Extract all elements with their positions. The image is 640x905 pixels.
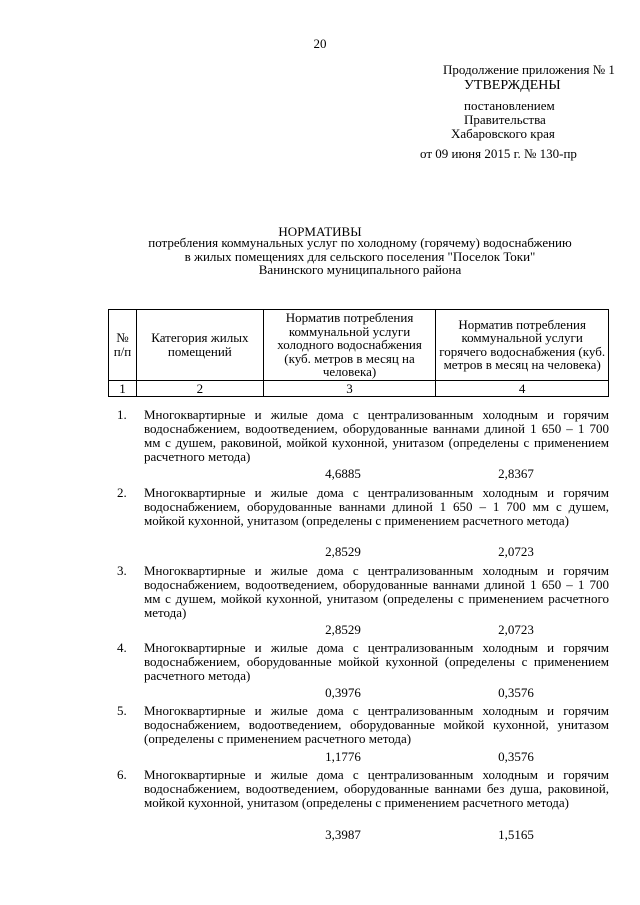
hot-value: 2,8367 bbox=[498, 466, 534, 481]
approval-date-line: от 09 июня 2015 г. № 130-пр bbox=[420, 146, 577, 161]
cold-value: 3,3987 bbox=[325, 827, 361, 842]
subtitle-line: Ванинского муниципального района bbox=[258, 262, 462, 277]
item-text: Многоквартирные и жилые дома с централизованным холодным и горячим водоснабжением, водоотведением, оборудованные ваннами длиной 1 650 – 1 700 мм с душем, мойкой кухонной, унитазом (определены с применением расчетного метода) bbox=[144, 563, 609, 620]
index-cell: 1 bbox=[109, 380, 137, 397]
cold-value: 4,6885 bbox=[325, 466, 361, 481]
item-number: 1. bbox=[117, 407, 127, 422]
cold-value: 2,8529 bbox=[325, 544, 361, 559]
list-item bbox=[117, 704, 609, 746]
list-item bbox=[117, 564, 609, 620]
list-item bbox=[117, 768, 609, 810]
document-title: НОРМАТИВЫ bbox=[278, 224, 362, 239]
cold-value: 2,8529 bbox=[325, 622, 361, 637]
norms-table bbox=[108, 309, 609, 397]
item-text: Многоквартирные и жилые дома с централизованным холодным и горячим водоснабжением, водоотведением, оборудованные мойкой кухонной, унитазом (определены с применением расчетного метода) bbox=[144, 703, 609, 746]
page-number: 20 bbox=[313, 36, 327, 51]
index-cell: 2 bbox=[136, 380, 263, 397]
document-subtitle bbox=[100, 236, 620, 277]
item-text: Многоквартирные и жилые дома с централизованным холодным и горячим водоснабжением, оборудованные мойкой кухонной (определены с применением расчетного метода) bbox=[144, 640, 609, 683]
item-number: 4. bbox=[117, 640, 127, 655]
hot-value: 0,3576 bbox=[498, 685, 534, 700]
list-item bbox=[117, 641, 609, 683]
approved-label: УТВЕРЖДЕНЫ bbox=[464, 78, 561, 93]
hot-value: 2,0723 bbox=[498, 622, 534, 637]
approval-line-3: Хабаровского края bbox=[451, 126, 555, 141]
subtitle-line: потребления коммунальных услуг по холодному (горячему) водоснабжению bbox=[148, 235, 572, 250]
item-number: 5. bbox=[117, 703, 127, 718]
index-cell: 3 bbox=[263, 380, 436, 397]
list-item bbox=[117, 486, 609, 528]
item-text: Многоквартирные и жилые дома с централизованным холодным и горячим водоснабжением, водоотведением, оборудованные ваннами без душа, раковиной, мойкой кухонной, унитазом (определены с применением расчетного метода) bbox=[144, 767, 609, 810]
list-item bbox=[117, 408, 609, 464]
header-cold-norm: Норматив потребления коммунальной услуги холодного водоснабжения (куб. метров в месяц на человека) bbox=[263, 310, 436, 381]
continuation-note: Продолжение приложения № 1 bbox=[443, 62, 615, 77]
table-index-row bbox=[109, 380, 609, 397]
item-number: 2. bbox=[117, 485, 127, 500]
index-cell: 4 bbox=[436, 380, 609, 397]
approval-line-2: Правительства bbox=[464, 112, 546, 127]
header-category: Категория жилых помещений bbox=[136, 310, 263, 381]
item-number: 6. bbox=[117, 767, 127, 782]
subtitle-line: в жилых помещениях для сельского поселения "Поселок Токи" bbox=[184, 248, 536, 264]
item-text: Многоквартирные и жилые дома с централизованным холодным и горячим водоснабжением, оборудованные ваннами длиной 1 650 – 1 700 мм с душем, мойкой кухонной, унитазом (определены с применением расчетного метода) bbox=[144, 485, 609, 528]
header-hot-norm: Норматив потребления коммунальной услуги горячего водоснабжения (куб. метров в месяц на человека) bbox=[436, 310, 609, 381]
hot-value: 1,5165 bbox=[498, 827, 534, 842]
hot-value: 2,0723 bbox=[498, 544, 534, 559]
approval-line-1: постановлением bbox=[464, 98, 555, 113]
header-num: № п/п bbox=[109, 310, 137, 381]
item-number: 3. bbox=[117, 563, 127, 578]
cold-value: 1,1776 bbox=[325, 749, 361, 764]
cold-value: 0,3976 bbox=[325, 685, 361, 700]
item-text: Многоквартирные и жилые дома с централизованным холодным и горячим водоснабжением, водоотведением, оборудованные ваннами длиной 1 650 – 1 700 мм с душем, раковиной, мойкой кухонной, унитазом (определены с применением расчетного метода) bbox=[144, 407, 609, 464]
hot-value: 0,3576 bbox=[498, 749, 534, 764]
